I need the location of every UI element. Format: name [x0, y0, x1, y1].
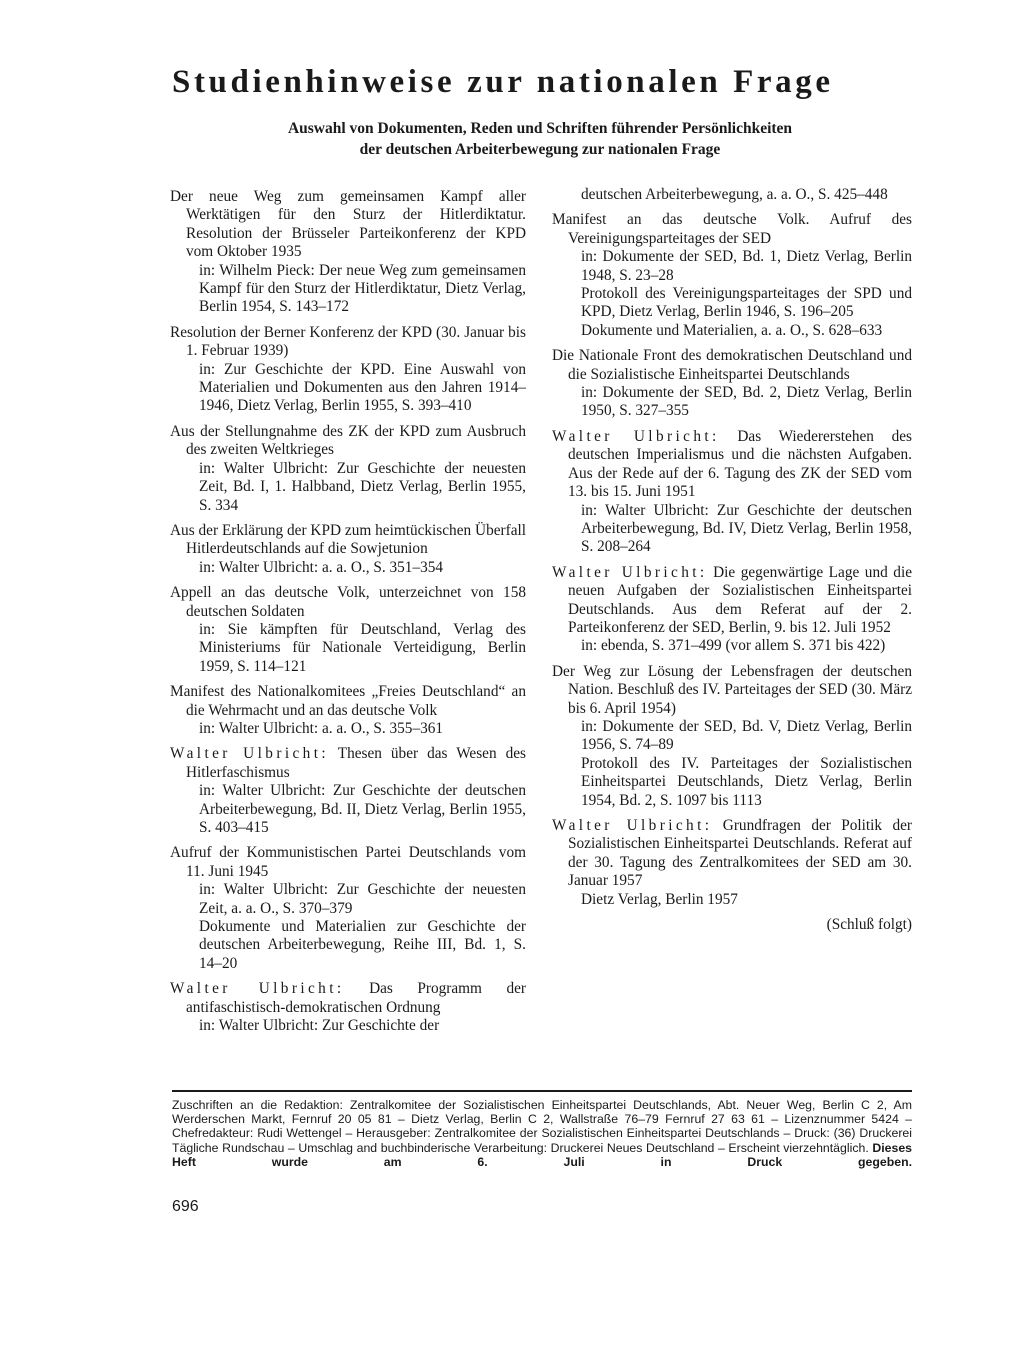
bibliography-entry	[170, 844, 526, 973]
entry-source: in: ebenda, S. 371–499 (vor allem S. 371 bis 422)	[581, 637, 886, 655]
entry-title-text: Aus der Erklärung der KPD zum heimtückischen Überfall Hitlerdeutschlands auf die Sowjetunion	[170, 521, 526, 558]
entry-source: in: Dokumente der SED, Bd. V, Dietz Verlag, Berlin 1956, S. 74–89	[581, 717, 912, 754]
entry-author: Walter Ulbricht:	[170, 745, 330, 763]
entry-source: in: Walter Ulbricht: Zur Geschichte der neuesten Zeit, Bd. I, 1. Halbband, Dietz Verlag, Berlin 1955, S. 334	[199, 459, 526, 514]
entry-source: in: Walter Ulbricht: Zur Geschichte der neuesten Zeit, a. a. O., S. 370–379	[199, 881, 526, 917]
bibliography-entry	[552, 428, 912, 557]
entry-title-text: Die gegenwärtige Lage und die neuen Aufgaben der Sozialistischen Einheitspartei Deutschlands. Aus dem Referat auf der 2. Parteikonferenz der SED, Berlin, 9. bis 12. Juli 1952	[568, 563, 912, 636]
entry-continuation: deutschen Arbeiterbewegung, a. a. O., S. 425–448	[581, 186, 888, 203]
entry-source: Protokoll des Vereinigungsparteitages der SPD und KPD, Dietz Verlag, Berlin 1946, S. 196–205	[581, 285, 912, 321]
page-number: 696	[172, 1198, 199, 1215]
entry-title-text: Resolution der Berner Konferenz der KPD (30. Januar bis 1. Februar 1939)	[170, 323, 526, 360]
entry-title-text: Thesen über das Wesen des Hitlerfaschismus	[186, 745, 526, 781]
bibliography-entry	[170, 584, 526, 676]
entry-title-text: Manifest an das deutsche Volk. Aufruf des Vereinigungsparteitages der SED	[552, 211, 912, 247]
entry-author: Walter Ulbricht:	[552, 563, 708, 581]
entry-source: in: Walter Ulbricht: Zur Geschichte der	[199, 1017, 440, 1035]
bibliography-entry	[170, 980, 526, 1035]
entry-title-text: Die Nationale Front des demokratischen Deutschland und die Sozialistische Einheitspartei Deutschlands	[552, 347, 912, 383]
subtitle-line-1: Auswahl von Dokumenten, Reden und Schriften führender Persönlichkeiten	[287, 120, 793, 137]
entry-title-text: Der neue Weg zum gemeinsamen Kampf aller Werktätigen für den Sturz der Hitlerdiktatur. Resolution der Brüsseler Parteikonferenz der KPD vom Oktober 1935	[170, 188, 526, 261]
bibliography-entry	[552, 186, 912, 204]
entry-author: Walter Ulbricht:	[170, 980, 345, 998]
imprint-print-date: Dieses Heft wurde am 6. Juli in Druck gegeben.	[172, 1140, 912, 1169]
entry-source: Protokoll des IV. Parteitages der Sozialistischen Einheitspartei Deutschlands, Dietz Verlag, Berlin 1954, Bd. 2, S. 1097 bis 1113	[581, 754, 912, 809]
bibliography-entry	[552, 211, 912, 340]
bibliography-entry	[170, 745, 526, 837]
entry-source: Dokumente und Materialien, a. a. O., S. 628–633	[581, 321, 883, 339]
to-be-continued-note: (Schluß folgt)	[826, 916, 912, 934]
entry-title-text: Grundfragen der Politik der Sozialistischen Einheitspartei Deutschlands. Referat auf der 30. Tagung des Zentralkomitees der SED am 30. Januar 1957	[568, 817, 912, 890]
entry-source: in: Dokumente der SED, Bd. 1, Dietz Verlag, Berlin 1948, S. 23–28	[581, 248, 912, 284]
entry-title	[552, 347, 912, 384]
entry-source: in: Walter Ulbricht: a. a. O., S. 351–354	[199, 558, 444, 576]
bibliography-entry	[552, 564, 912, 656]
entry-source: in: Dokumente der SED, Bd. 2, Dietz Verlag, Berlin 1950, S. 327–355	[581, 384, 912, 420]
entry-title-text: Der Weg zur Lösung der Lebensfragen der deutschen Nation. Beschluß des IV. Parteitages der SED (30. März bis 6. April 1954)	[552, 662, 912, 717]
entry-title	[170, 980, 526, 1017]
entry-title	[170, 522, 526, 559]
entry-title-text: Das Wiedererstehen des deutschen Imperialismus und die nächsten Aufgaben. Aus der Rede auf der 6. Tagung des ZK der SED vom 13. bis 15. Juni 1951	[568, 427, 912, 501]
entry-title	[552, 817, 912, 891]
entry-title-text: Manifest des Nationalkomitees „Freies Deutschland“ an die Wehrmacht und an das deutsche Volk	[170, 683, 526, 719]
entry-source: in: Walter Ulbricht: Zur Geschichte der deutschen Arbeiterbewegung, Bd. II, Dietz Verlag, Berlin 1955, S. 403–415	[199, 782, 526, 836]
bibliography-entry	[170, 324, 526, 416]
imprint-divider	[172, 1090, 912, 1092]
entry-title-text: Das Programm der antifaschistisch-demokratischen Ordnung	[186, 980, 527, 1016]
bibliography-entry	[170, 522, 526, 577]
subtitle-line-2: der deutschen Arbeiterbewegung zur nationalen Frage	[359, 141, 721, 158]
page-title: Studienhinweise zur nationalen Frage	[172, 64, 834, 100]
entry-source: in: Walter Ulbricht: Zur Geschichte der deutschen Arbeiterbewegung, Bd. IV, Dietz Verlag, Berlin 1958, S. 208–264	[581, 501, 912, 556]
entry-title	[170, 584, 526, 621]
imprint-text: Zuschriften an die Redaktion: Zentralkomitee der Sozialistischen Einheitspartei Deutschlands, Abt. Neuer Weg, Berlin C 2, Am Werderschen Markt, Fernruf 20 05 81 – Dietz Verlag, Berlin C 2, Wallstraße 76–79 Fernruf 27 63 61 – Lizenznummer 5424 – Chefredakteur: Rudi Wettengel – Herausgeber: Zentralkomitee der Sozialistischen Einheitspartei Deutschlands – Druck: (36) Druckerei Tägliche Rundschau – Umschlag and buchbinderische Verarbeitung: Druckerei Neues Deutschland – Erscheint vierzehntäglich.	[172, 1098, 912, 1155]
entry-title-text: Aufruf der Kommunistischen Partei Deutschlands vom 11. Juni 1945	[170, 844, 526, 880]
bibliography-entry	[170, 683, 526, 738]
entry-author: Walter Ulbricht:	[552, 427, 720, 445]
entry-title	[552, 564, 912, 638]
bibliography-entry	[170, 423, 526, 515]
entry-source: Dietz Verlag, Berlin 1957	[581, 890, 738, 908]
imprint	[172, 1098, 912, 1169]
bibliography-entry	[552, 347, 912, 421]
entry-title	[170, 324, 526, 361]
entry-source: in: Wilhelm Pieck: Der neue Weg zum gemeinsamen Kampf für den Sturz der Hitlerdiktatur, Dietz Verlag, Berlin 1954, S. 143–172	[199, 261, 526, 316]
entry-source: in: Zur Geschichte der KPD. Eine Auswahl von Materialien und Dokumenten aus den Jahren 1914–1946, Dietz Verlag, Berlin 1955, S. 393–410	[199, 360, 526, 415]
entry-source: in: Sie kämpften für Deutschland, Verlag des Ministeriums für Nationale Verteidigung, Berlin 1959, S. 114–121	[199, 620, 526, 675]
right-column	[552, 186, 912, 934]
entry-title	[170, 745, 526, 782]
entry-title	[552, 663, 912, 718]
entry-title	[552, 211, 912, 248]
entry-author: Walter Ulbricht:	[552, 817, 713, 834]
bibliography-entry	[170, 188, 526, 317]
entry-title	[170, 683, 526, 720]
bibliography-entry	[552, 817, 912, 909]
entry-title	[170, 188, 526, 262]
entry-title	[552, 428, 912, 502]
entry-title-text: Aus der Stellungnahme des ZK der KPD zum Ausbruch des zweiten Weltkrieges	[170, 422, 526, 459]
entry-source: Dokumente und Materialien zur Geschichte der deutschen Arbeiterbewegung, Reihe III, Bd. 1, S. 14–20	[199, 918, 526, 972]
bibliography-entry	[552, 663, 912, 810]
entry-title	[170, 423, 526, 460]
entry-title-text: Appell an das deutsche Volk, unterzeichnet von 158 deutschen Soldaten	[170, 584, 526, 620]
subtitle	[170, 118, 910, 160]
entry-title	[170, 844, 526, 881]
left-column	[170, 188, 526, 1042]
entry-source: in: Walter Ulbricht: a. a. O., S. 355–361	[199, 719, 444, 737]
